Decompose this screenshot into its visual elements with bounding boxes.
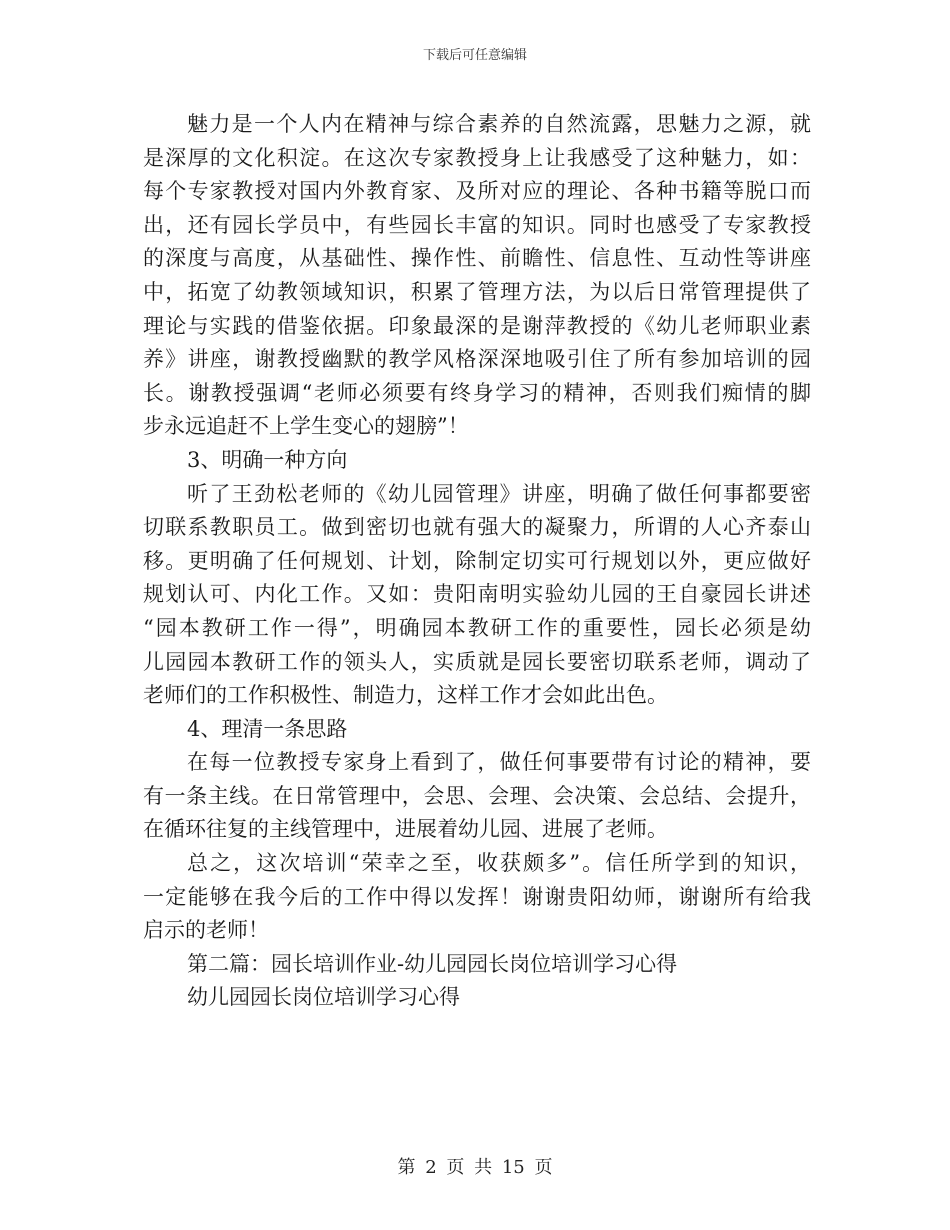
text-line: 中，拓宽了幼教领域知识，积累了管理方法，为以后日常管理提供了 (143, 279, 811, 304)
text-line: 总之，这次培训“荣幸之至，收获颇多”。信任所学到的知识， (187, 851, 811, 876)
paragraph (143, 108, 811, 444)
text-line: 启示的老师！ (143, 918, 269, 943)
section-heading: 3、明确一种方向 (187, 447, 348, 472)
text-line: 出，还有园长学员中，有些园长丰富的知识。同时也感受了专家教授 (143, 212, 811, 237)
text-line: 移。更明确了任何规划、计划，除制定切实可行规划以外，更应做好 (143, 548, 811, 573)
paragraph (143, 478, 811, 713)
text-line: 养》讲座，谢教授幽默的教学风格深深地吸引住了所有参加培训的园 (143, 347, 811, 372)
text-line: 步永远追赶不上学生变心的翅膀”！ (143, 414, 469, 439)
text-line: 每个专家教授对国内外教育家、及所对应的理论、各种书籍等脱口而 (143, 179, 811, 204)
text-line: 魅力是一个人内在精神与综合素养的自然流露，思魅力之源，就 (187, 112, 811, 136)
text-line: 一定能够在我今后的工作中得以发挥！谢谢贵阳幼师，谢谢所有给我 (143, 884, 811, 909)
section-heading: 第二篇：园长培训作业-幼儿园园长岗位培训学习心得 (187, 951, 678, 976)
text-line: 的深度与高度，从基础性、操作性、前瞻性、信息性、互动性等讲座 (143, 246, 811, 271)
page-header: 下载后可任意编辑 (422, 48, 527, 63)
text-line: 听了王劲松老师的《幼儿园管理》讲座，明确了做任何事都要密 (187, 481, 811, 506)
document-body (143, 108, 811, 1015)
text-line: 儿园园本教研工作的领头人，实质就是园长要密切联系老师，调动了 (143, 649, 811, 674)
paragraph (143, 847, 811, 948)
paragraph (143, 746, 811, 847)
text-line: 在每一位教授专家身上看到了，做任何事要带有讨论的精神，要 (187, 750, 811, 775)
text-line: 长。谢教授强调“老师必须要有终身学习的精神，否则我们痴情的脚 (143, 380, 811, 405)
text-line: 老师们的工作积极性、制造力，这样工作才会如此出色。 (143, 683, 668, 708)
text-line: 是深厚的文化积淀。在这次专家教授身上让我感受了这种魅力，如： (143, 145, 811, 170)
text-line: 理论与实践的借鉴依据。印象最深的是谢萍教授的《幼儿老师职业素 (143, 313, 811, 338)
section-heading: 4、理清一条思路 (187, 716, 348, 741)
text-line: “园本教研工作一得”，明确园本教研工作的重要性，园长必须是幼 (143, 615, 811, 640)
text-line: 规划认可、内化工作。又如：贵阳南明实验幼儿园的王自豪园长讲述 (143, 582, 811, 607)
text-line: 切联系教职员工。做到密切也就有强大的凝聚力，所谓的人心齐泰山 (143, 515, 811, 540)
text-line: 在循环往复的主线管理中，进展着幼儿园、进展了老师。 (143, 817, 668, 842)
text-line: 有一条主线。在日常管理中，会思、会理、会决策、会总结、会提升， (143, 783, 811, 808)
page-footer: 第 2 页 共 15 页 (397, 1157, 553, 1178)
section-heading: 幼儿园园长岗位培训学习心得 (187, 985, 460, 1010)
